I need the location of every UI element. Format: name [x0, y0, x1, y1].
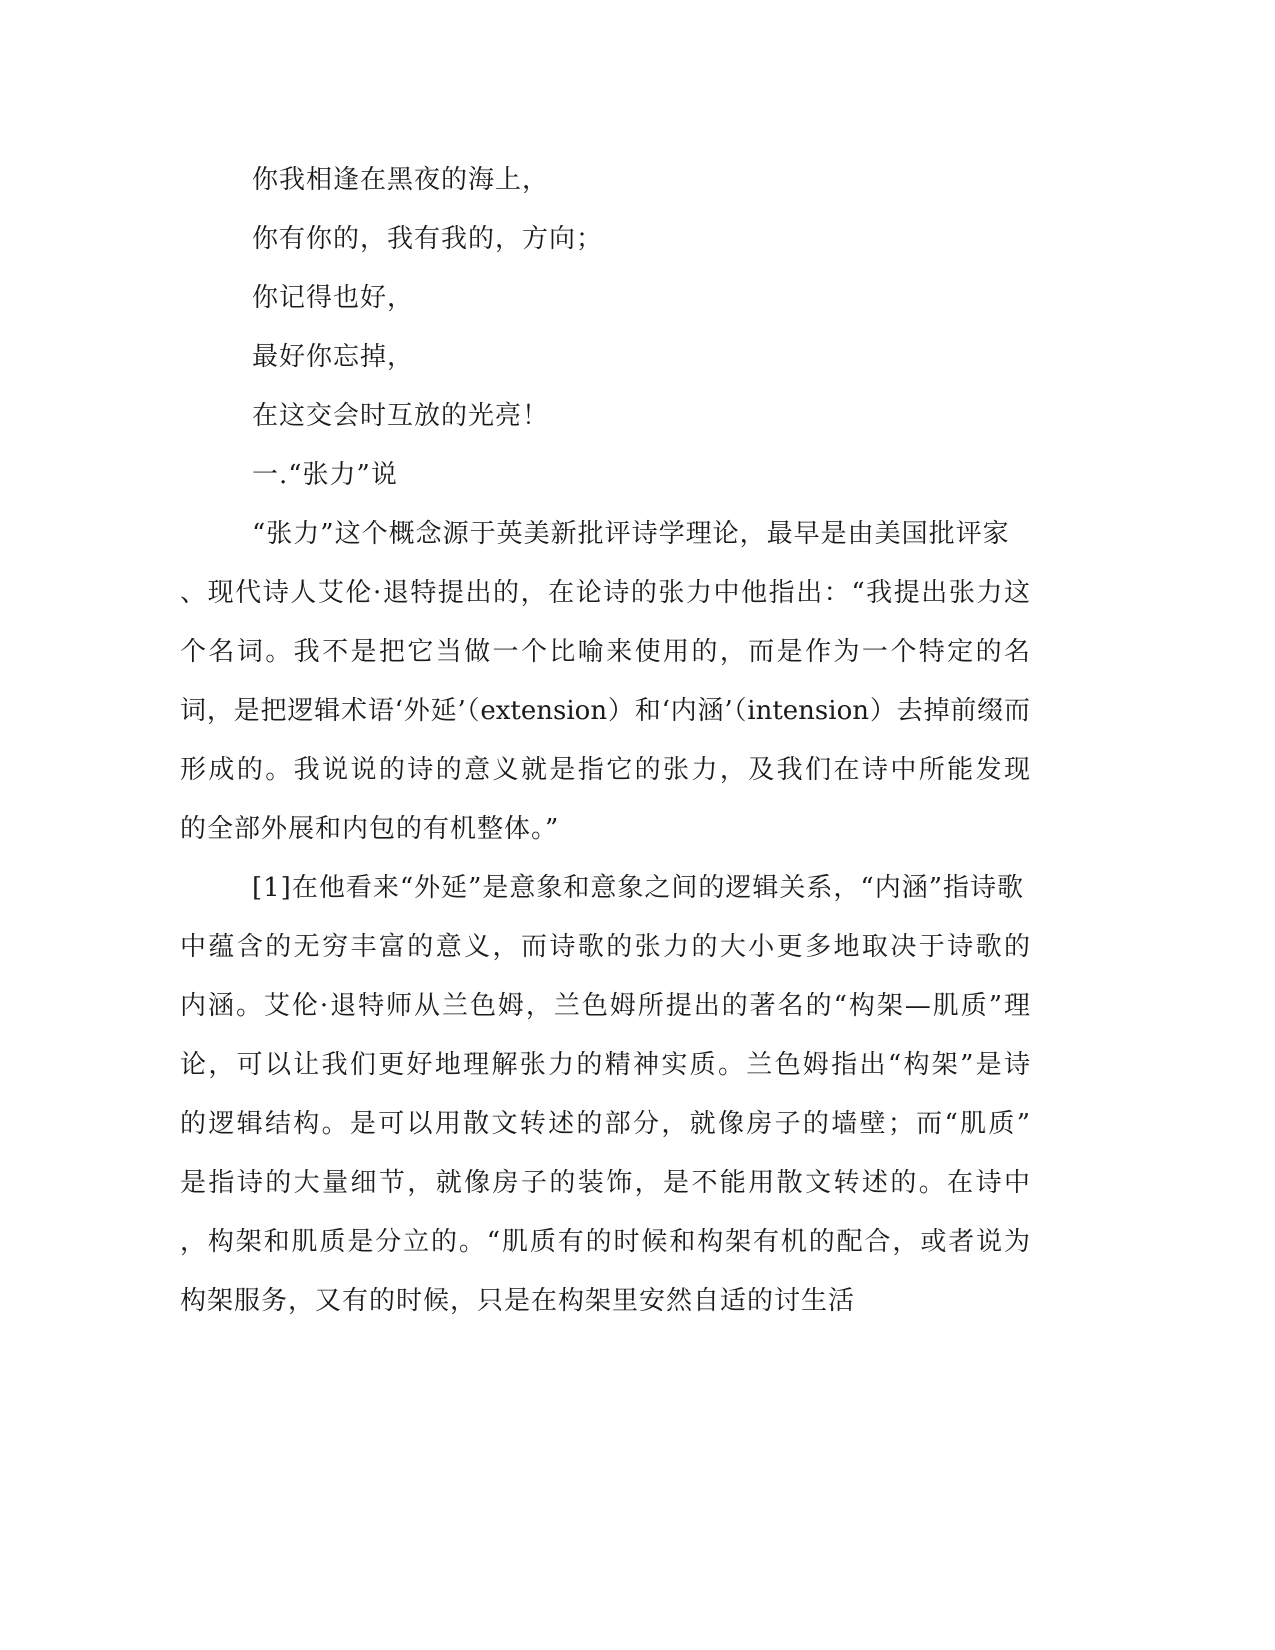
paragraph-line: 形成的。我说说的诗的意义就是指它的张力，及我们在诗中所能发现: [180, 755, 1030, 785]
paragraph-line: 是指诗的大量细节，就像房子的装饰，是不能用散文转述的。在诗中: [180, 1168, 1030, 1198]
poem-line-2: 你有你的，我有我的，方向；: [252, 224, 604, 254]
paragraph-line: 的逻辑结构。是可以用散文转述的部分，就像房子的墙壁；而“肌质”: [180, 1109, 1030, 1139]
paragraph-line: 、现代诗人艾伦·退特提出的，在论诗的张力中他指出：“我提出张力这: [180, 578, 1030, 608]
paragraph-line: 个名词。我不是把它当做一个比喻来使用的，而是作为一个特定的名: [180, 637, 1030, 667]
section-heading: 一.“张力”说: [252, 460, 398, 490]
poem-line-5: 在这交会时互放的光亮！: [252, 401, 550, 431]
paragraph-line: ，构架和肌质是分立的。“肌质有的时候和构架有机的配合，或者说为: [180, 1227, 1030, 1257]
paragraph-line: “张力”这个概念源于英美新批评诗学理论，最早是由美国批评家: [252, 519, 1010, 549]
paragraph-line: 论，可以让我们更好地理解张力的精神实质。兰色姆指出“构架”是诗: [180, 1050, 1030, 1080]
paragraph-line: 中蕴含的无穷丰富的意义，而诗歌的张力的大小更多地取决于诗歌的: [180, 932, 1030, 962]
paragraph-line: 内涵。艾伦·退特师从兰色姆，兰色姆所提出的著名的“构架—肌质”理: [180, 991, 1030, 1021]
paragraph-line: 词，是把逻辑术语‘外延’（extension）和‘内涵’（intension）去掉前缀而: [180, 696, 1030, 726]
poem-line-1: 你我相逢在黑夜的海上，: [252, 165, 550, 195]
poem-line-3: 你记得也好，: [252, 283, 415, 313]
paragraph-line: [1]在他看来“外延”是意象和意象之间的逻辑关系，“内涵”指诗歌: [252, 873, 1024, 903]
paragraph-line: 构架服务，又有的时候，只是在构架里安然自适的讨生活: [180, 1286, 856, 1316]
poem-line-4: 最好你忘掉，: [252, 342, 415, 372]
paragraph-line: 的全部外展和内包的有机整体。”: [180, 814, 560, 844]
